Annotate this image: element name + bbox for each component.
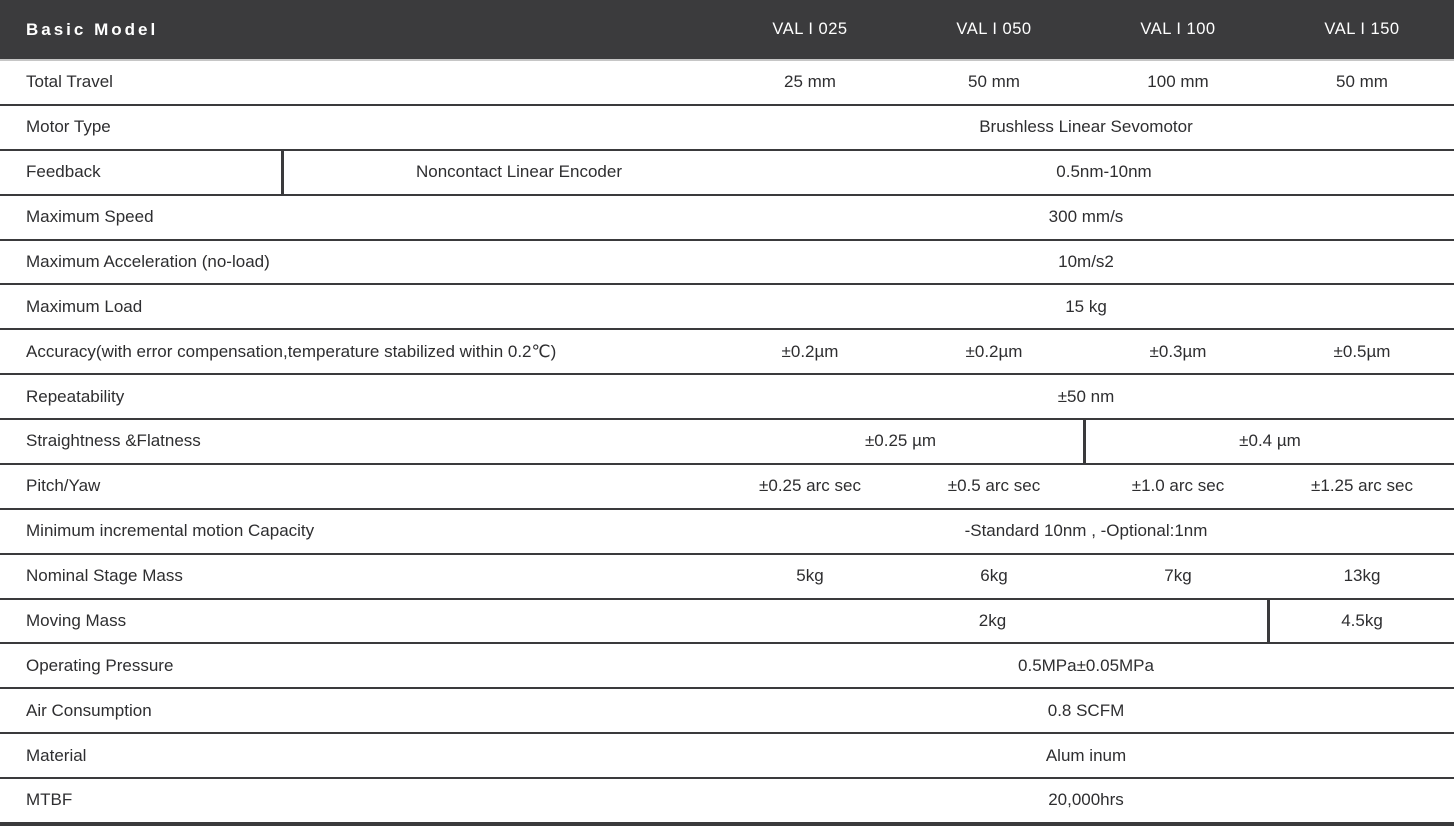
cell-value: 25 mm — [784, 72, 836, 92]
row-label: Accuracy(with error compensation,temperature stabilized within 0.2℃) — [26, 341, 557, 361]
row-label: Air Consumption — [26, 700, 152, 720]
cell-value: 0.5MPa±0.05MPa — [1018, 655, 1154, 675]
table-row — [0, 375, 1454, 420]
cell-value: 50 mm — [1336, 72, 1388, 92]
cell-value: ±50 nm — [1057, 386, 1115, 406]
cell-value: Brushless Linear Sevomotor — [979, 117, 1193, 137]
table-row — [0, 420, 1454, 465]
cell-value: 2kg — [718, 600, 1270, 643]
column-header: VAL I 150 — [1324, 20, 1400, 38]
table-row — [0, 465, 1454, 510]
table-row — [0, 555, 1454, 600]
header-columns — [718, 0, 1454, 59]
cell-value: ±0.2µm — [965, 341, 1023, 361]
cell-value: 0.5nm-10nm — [1056, 162, 1152, 182]
table-row — [0, 779, 1454, 822]
cell-value: -Standard 10nm , -Optional:1nm — [964, 521, 1208, 541]
cell-value: ±0.2µm — [781, 341, 839, 361]
column-header: VAL I 100 — [1140, 20, 1216, 38]
table-row — [0, 196, 1454, 241]
row-label: Repeatability — [26, 386, 125, 406]
table-row — [0, 330, 1454, 375]
table-row — [0, 151, 1454, 196]
table-row — [0, 734, 1454, 779]
cell-value: ±0.25 µm — [718, 420, 1086, 463]
row-label: Feedback — [0, 151, 284, 194]
row-label: Pitch/Yaw — [26, 476, 101, 496]
cell-value: 50 mm — [968, 72, 1020, 92]
row-label: Motor Type — [26, 117, 111, 137]
row-label: Straightness &Flatness — [26, 431, 201, 451]
row-label: MTBF — [26, 790, 73, 810]
cell-value: 0.8 SCFM — [1047, 700, 1125, 720]
column-header: VAL I 050 — [956, 20, 1032, 38]
row-label: Total Travel — [26, 72, 113, 92]
table-row — [0, 600, 1454, 645]
cell-value: 5kg — [796, 566, 824, 586]
cell-value: ±0.5 arc sec — [947, 476, 1041, 496]
cell-value: 100 mm — [1147, 72, 1209, 92]
cell-value: ±0.5µm — [1333, 341, 1391, 361]
table-row — [0, 644, 1454, 689]
cell-value: ±0.4 µm — [1239, 431, 1301, 451]
table-row — [0, 106, 1454, 151]
table-title: Basic Model — [26, 19, 159, 39]
row-label: Maximum Acceleration (no-load) — [26, 251, 270, 271]
cell-value: ±0.25 arc sec — [759, 476, 861, 496]
cell-value: Alum inum — [1045, 745, 1127, 765]
table-header-row — [0, 0, 1454, 61]
cell-value: 300 mm/s — [1048, 207, 1124, 227]
row-label: Material — [26, 745, 87, 765]
row-label: Nominal Stage Mass — [26, 566, 183, 586]
table-body — [0, 61, 1454, 822]
cell-value: 20,000hrs — [1048, 790, 1124, 810]
cell-value: 6kg — [980, 566, 1008, 586]
cell-value: 13kg — [1343, 566, 1381, 586]
row-label: Maximum Speed — [26, 207, 154, 227]
table-row — [0, 241, 1454, 286]
row-label: Operating Pressure — [26, 655, 174, 675]
cell-value: 7kg — [1164, 566, 1192, 586]
column-header: VAL I 025 — [772, 20, 848, 38]
cell-value: ±1.0 arc sec — [1131, 476, 1225, 496]
table-row — [0, 510, 1454, 555]
row-label: Minimum incremental motion Capacity — [26, 521, 315, 541]
cell-value: ±0.3µm — [1149, 341, 1207, 361]
cell-value: Noncontact Linear Encoder — [415, 162, 623, 182]
row-label: Maximum Load — [26, 296, 143, 316]
cell-value: ±1.25 arc sec — [1311, 476, 1413, 496]
cell-value: 15 kg — [1065, 296, 1107, 316]
table-row — [0, 285, 1454, 330]
table-row — [0, 689, 1454, 734]
cell-value: 10m/s2 — [1058, 251, 1114, 271]
cell-value: 4.5kg — [1341, 610, 1383, 630]
row-label: Moving Mass — [26, 610, 127, 630]
table-row — [0, 61, 1454, 106]
